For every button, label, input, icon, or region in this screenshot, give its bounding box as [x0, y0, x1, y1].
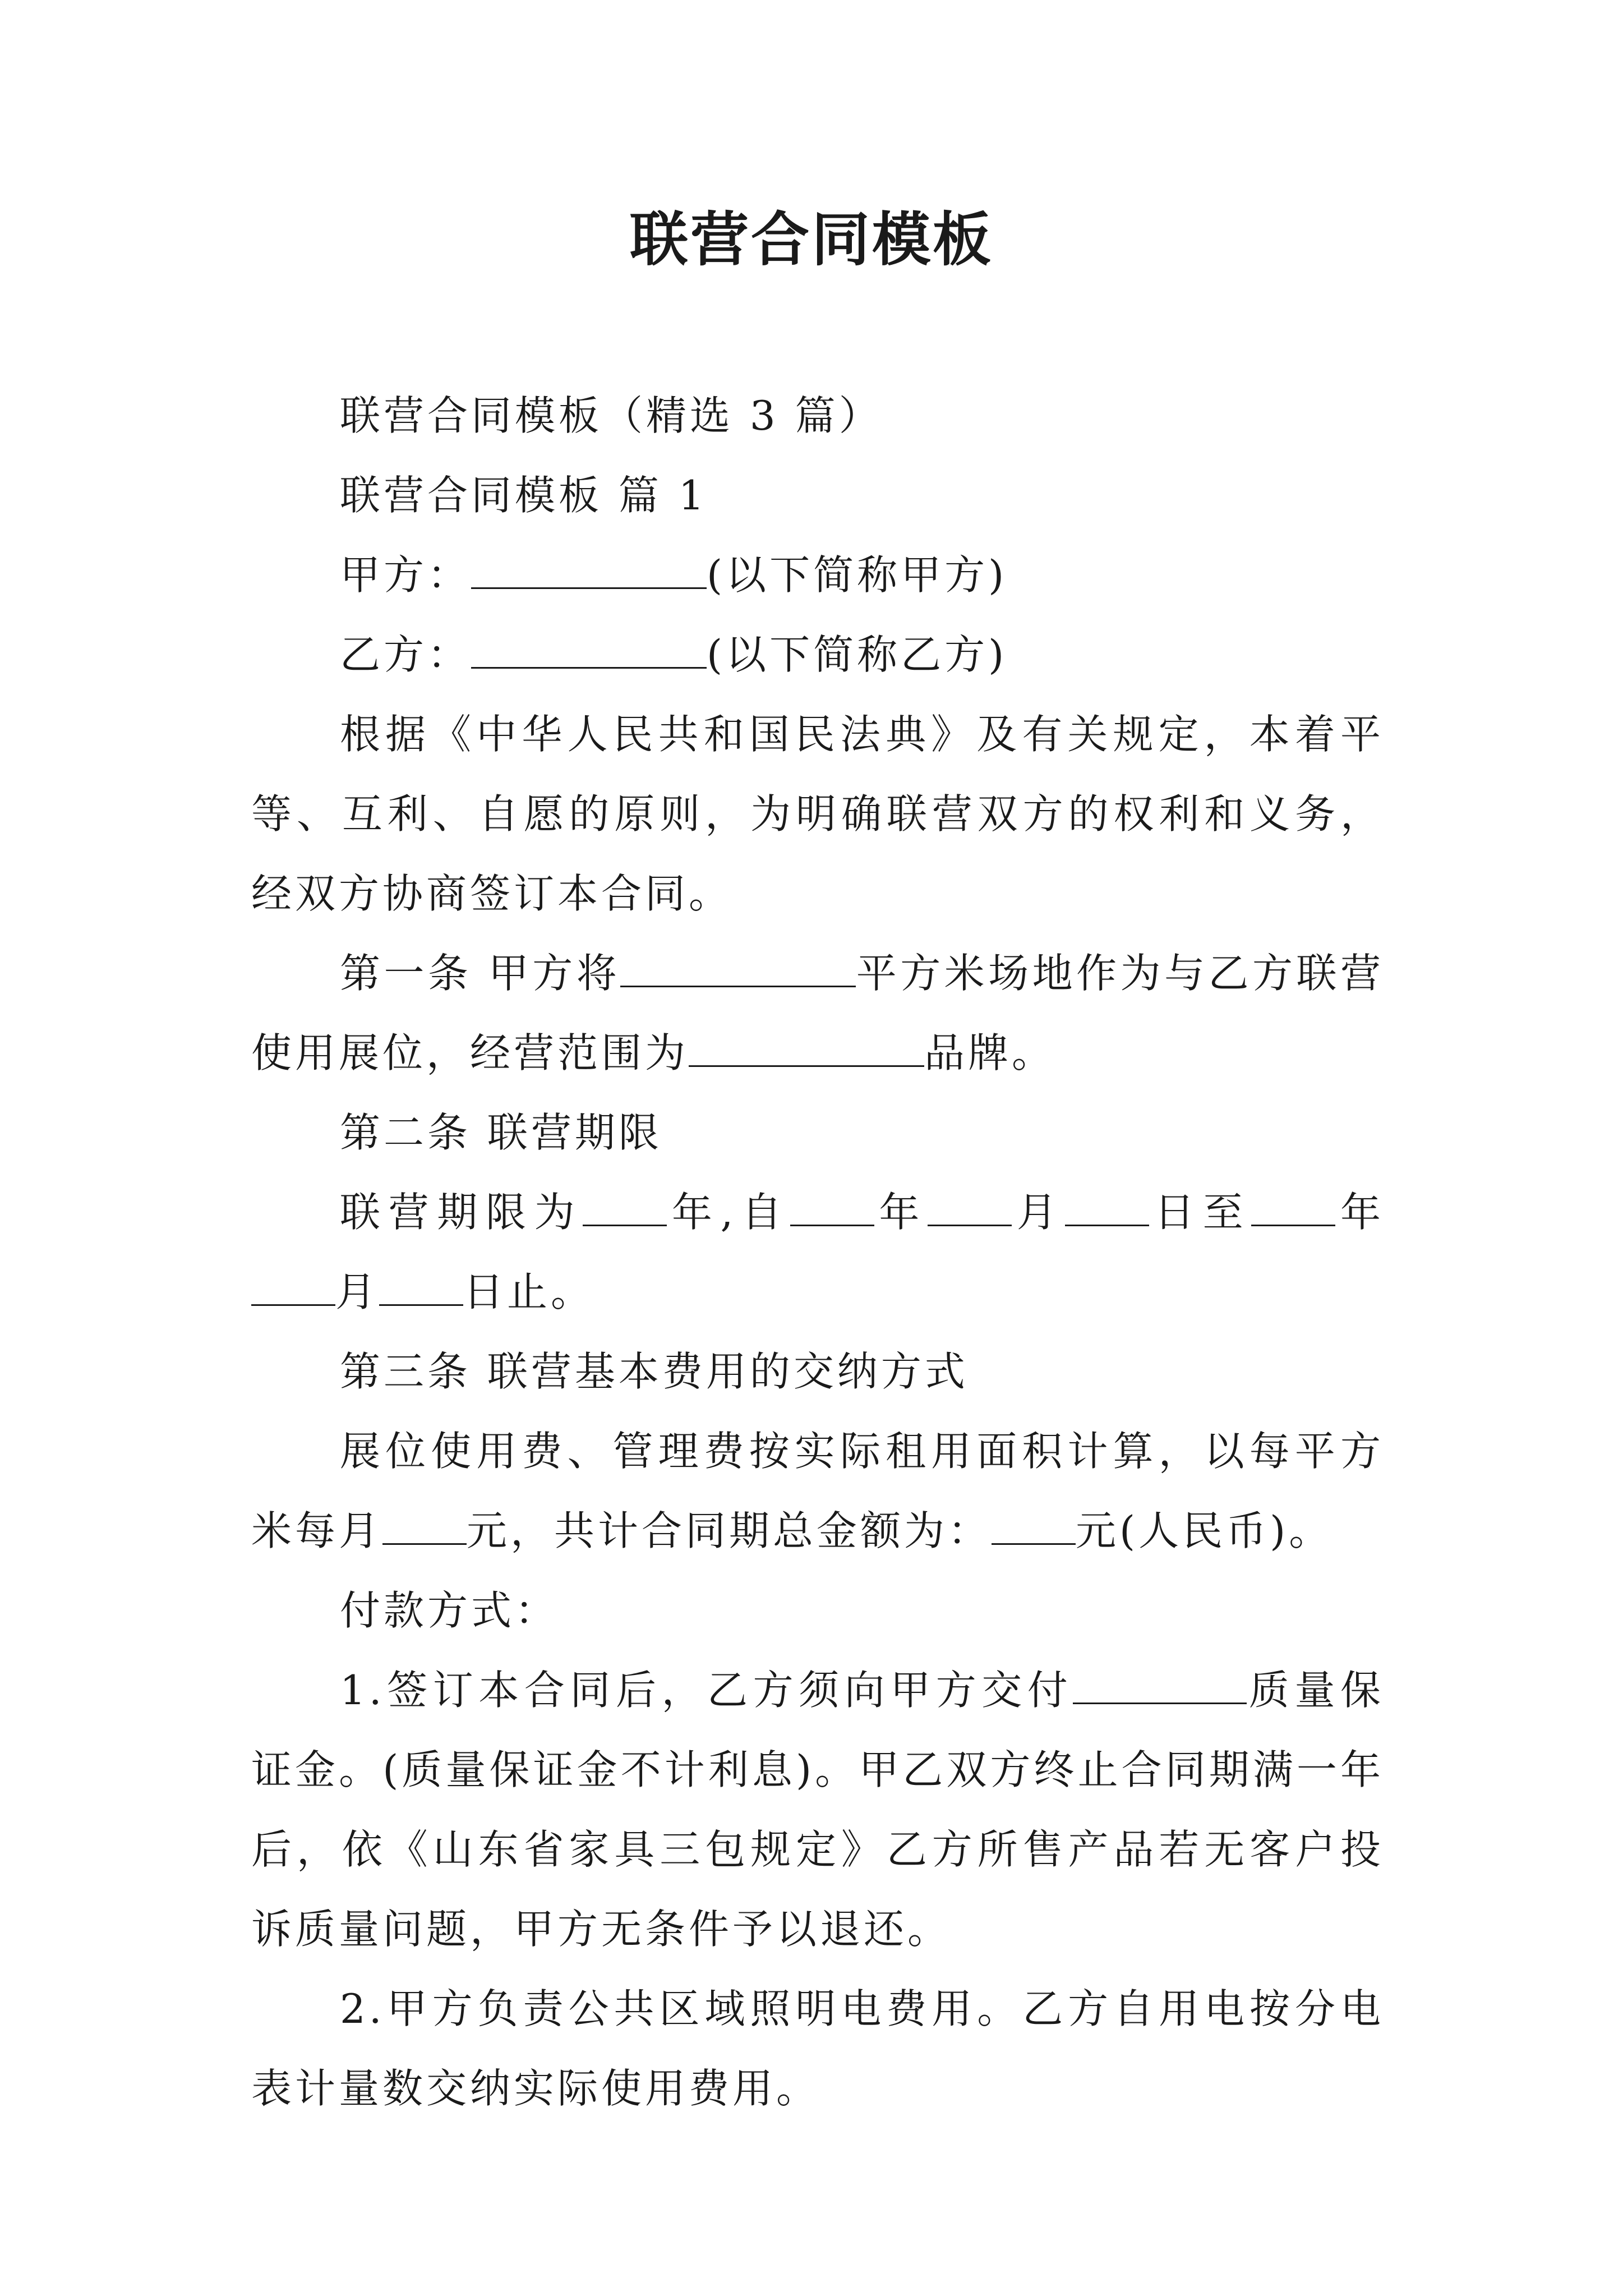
party-a-label: 甲方：	[340, 551, 472, 599]
area-blank	[620, 949, 856, 987]
party-a-suffix: (以下简称甲方)	[707, 551, 1008, 599]
intro-paragraph: 根据《中华人民共和国民法典》及有关规定，本着平等、互利、自愿的原则，为明确联营双方的权利和义务，经双方协商签订本合同。	[251, 711, 1384, 917]
fee-paragraph	[251, 1411, 1384, 1571]
term-text-2: 年,自	[667, 1189, 790, 1236]
item-1-text-a: 1.签订本合同后，乙方须向甲方交付	[340, 1667, 1073, 1714]
payment-label: 付款方式：	[340, 1587, 559, 1634]
party-b-line	[251, 615, 1384, 694]
payment-item-1	[251, 1650, 1384, 1969]
term-years-blank	[583, 1188, 667, 1226]
article-1-text-a: 第一条 甲方将	[340, 950, 621, 997]
start-month-blank	[928, 1188, 1012, 1226]
term-text-4: 月	[1012, 1189, 1066, 1236]
term-paragraph	[251, 1172, 1384, 1332]
deposit-blank	[1073, 1666, 1247, 1704]
fee-text-1: 展位使用费、管理费按实际租用面积计算，以每平方米每月	[251, 1428, 1384, 1554]
section-title: 联营合同模板 篇 1	[340, 472, 708, 519]
brand-blank	[689, 1029, 924, 1067]
total-amount-blank	[992, 1507, 1076, 1545]
party-b-label: 乙方：	[340, 631, 472, 678]
payment-item-2: 2.甲方负责公共区域照明电费用。乙方自用电按分电表计量数交纳实际使用费用。	[251, 1985, 1384, 2112]
article-2-title: 第二条 联营期限	[340, 1109, 662, 1156]
fee-text-3: 元(人民币)。	[1076, 1507, 1333, 1554]
term-text-6: 年	[1335, 1189, 1384, 1236]
term-text-7: 月	[335, 1268, 380, 1315]
party-a-line	[251, 535, 1384, 615]
article-1	[251, 933, 1384, 1093]
article-3-title: 第三条 联营基本费用的交纳方式	[340, 1348, 969, 1395]
start-year-blank	[790, 1188, 874, 1226]
term-text-8: 日止。	[463, 1268, 595, 1315]
party-b-suffix: (以下简称乙方)	[707, 631, 1008, 678]
start-day-blank	[1065, 1188, 1149, 1226]
subtitle: 联营合同模板（精选 3 篇）	[340, 392, 883, 439]
document-title: 联营合同模板	[629, 205, 993, 274]
term-text-3: 年	[874, 1189, 928, 1236]
end-day-blank	[379, 1268, 463, 1306]
article-1-text-c: 品牌。	[924, 1029, 1056, 1076]
document-body	[251, 376, 1384, 2128]
party-a-blank	[471, 551, 707, 589]
end-year-blank	[1251, 1188, 1335, 1226]
unit-price-blank	[382, 1507, 467, 1545]
item-1-text-b: 质量保证金。(质量保证金不计利息)。甲乙双方终止合同期满一年后，依《山东省家具三包规定》乙方所售产品若无客户投诉质量问题，甲方无条件予以退还。	[251, 1667, 1384, 1953]
term-text-5: 日至	[1149, 1189, 1252, 1236]
article-1-text-b: 平方米场地作为与乙方联营使用展位，经营范围为	[251, 950, 1384, 1076]
fee-text-2: 元，共计合同期总金额为：	[467, 1507, 992, 1554]
term-text-1: 联营期限为	[340, 1189, 583, 1236]
party-b-blank	[471, 631, 707, 669]
end-month-blank	[251, 1268, 335, 1306]
